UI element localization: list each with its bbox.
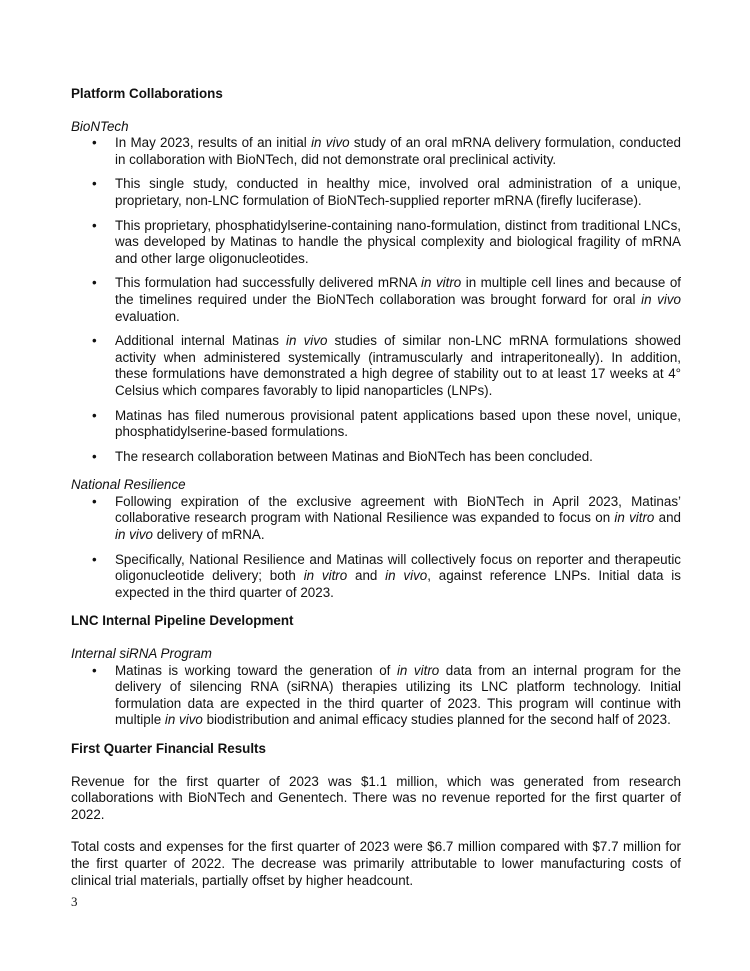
- bullet-item: • Matinas is working toward the generation of in vitro data from an internal program for the delivery of silencing RNA (siRNA) therapies utilizing its LNC platform technology. Initial formulation data are expected in the third quarter of 2023. This program will continue with multiple in vivo biodistribution and animal efficacy studies planned for the second half of 2023.: [71, 663, 681, 729]
- bullet-item: • Matinas has filed numerous provisional patent applications based upon these novel, unique, phosphatidylserine-based formulations.: [71, 408, 681, 441]
- page-number: 3: [71, 894, 78, 909]
- subhead-internal-sirna: Internal siRNA Program: [71, 646, 212, 662]
- bullet-item: • The research collaboration between Matinas and BioNTech has been concluded.: [71, 449, 681, 466]
- document-page: [71, 86, 681, 889]
- bullet-item: • Additional internal Matinas in vivo studies of similar non-LNC mRNA formulations showed activity when administered systemically (intramuscularly and intraperitoneally). In addition, these formulations have demonstrated a high degree of stability out to at least 17 weeks at 4° Celsius which compares favorably to lipid nanoparticles (LNPs).: [71, 333, 681, 399]
- paragraph-costs: Total costs and expenses for the first quarter of 2023 were $6.7 million compared with $7.7 million for the first quarter of 2022. The decrease was primarily attributable to lower manufacturing costs of clinical trial materials, partially offset by higher headcount.: [71, 839, 681, 888]
- bullet-item: • Specifically, National Resilience and Matinas will collectively focus on reporter and therapeutic oligonucleotide delivery; both in vitro and in vivo, against reference LNPs. Initial data is expected in the third quarter of 2023.: [71, 552, 681, 602]
- bullet-item: • This single study, conducted in healthy mice, involved oral administration of a unique, proprietary, non-LNC formulation of BioNTech-supplied reporter mRNA (firefly luciferase).: [71, 176, 681, 209]
- bullet-item: • This proprietary, phosphatidylserine-containing nano-formulation, distinct from traditional LNCs, was developed by Matinas to handle the physical complexity and biological fragility of mRNA and other large oligonucleotides.: [71, 218, 681, 268]
- subhead-biontech: BioNTech: [71, 118, 129, 134]
- subhead-national-resilience: National Resilience: [71, 477, 186, 493]
- bullet-item: • Following expiration of the exclusive agreement with BioNTech in April 2023, Matinas’ collaborative research program with National Resilience was expanded to focus on in vitro and in vivo delivery of mRNA.: [71, 494, 681, 544]
- bullet-item: • In May 2023, results of an initial in vivo study of an oral mRNA delivery formulation, conducted in collaboration with BioNTech, did not demonstrate oral preclinical activity.: [71, 135, 681, 168]
- paragraph-revenue: Revenue for the first quarter of 2023 was $1.1 million, which was generated from research collaborations with BioNTech and Genentech. There was no revenue reported for the first quarter of 2022.: [71, 773, 681, 822]
- biontech-bullet-list: [71, 135, 681, 465]
- bullet-item: • This formulation had successfully delivered mRNA in vitro in multiple cell lines and because of the timelines required under the BioNTech collaboration was brought forward for oral in vivo evaluation.: [71, 275, 681, 325]
- resilience-bullet-list: [71, 494, 681, 602]
- section-heading-financial-results: First Quarter Financial Results: [71, 741, 266, 756]
- lnc-bullet-list: [71, 663, 681, 729]
- section-heading-platform-collaborations: Platform Collaborations: [71, 86, 223, 101]
- section-heading-lnc-pipeline: LNC Internal Pipeline Development: [71, 613, 294, 629]
